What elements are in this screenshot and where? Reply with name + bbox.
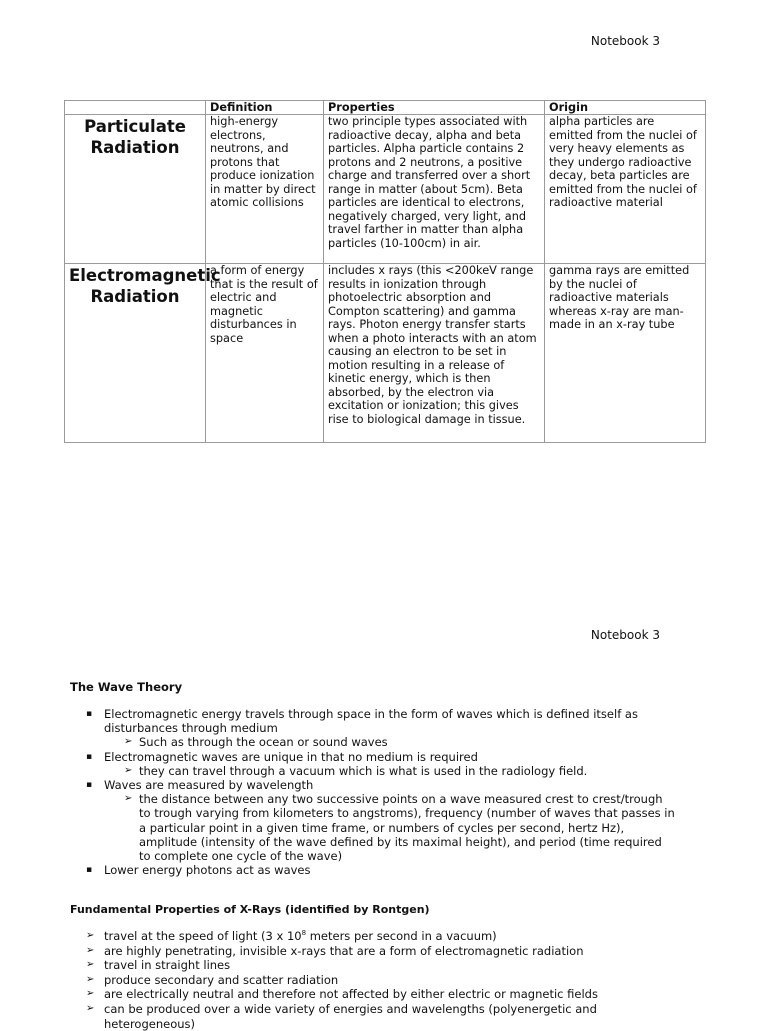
column-header [65,101,206,115]
list-item-text: Electromagnetic energy travels through space in the form of waves which is defined itself as disturbances through medium [104,707,638,736]
list-item [86,863,676,877]
section-heading: The Wave Theory [70,680,183,694]
sub-list-item: ➢ they can travel through a vacuum which is what is used in the radiology field. [104,764,676,778]
properties-cell: two principle types associated with radioactive decay, alpha and beta particles. Alpha particle contains 2 protons and 2 neutrons, a positive charge and transferred over a short range in matter (about 5cm). Beta particles are identical to electrons, negatively charged, very light, and travel farther in matter than alpha particles (10-100cm) in air. [324,115,545,264]
row-heading: Electromagnetic Radiation [65,264,206,443]
list-item: ➢ are electrically neutral and therefore not affected by either electric or magnetic fields [86,987,646,1002]
sub-list [104,764,676,778]
radiation-table [64,100,706,443]
list-item: ➢ produce secondary and scatter radiation [86,973,646,988]
column-header: Origin [545,101,706,115]
origin-cell: alpha particles are emitted from the nuclei of very heavy elements as they undergo radioactive decay, beta particles are emitted from the nuclei of radioactive material [545,115,706,264]
list-item [86,929,646,944]
list-item-text: Lower energy photons act as waves [104,863,311,878]
table-row [65,115,706,264]
list-item: ➢ are highly penetrating, invisible x-rays that are a form of electromagnetic radiation [86,944,646,959]
column-header: Definition [206,101,324,115]
list-item: ➢ can be produced over a wide variety of energies and wavelengths (polyenergetic and heterogeneous) [86,1002,646,1031]
page-header: Notebook 3 [590,628,660,642]
list-item-text: Waves are measured by wavelength [104,778,314,793]
sub-list [104,735,676,749]
column-header: Properties [324,101,545,115]
sub-list-item: ➢ Such as through the ocean or sound waves [104,735,676,749]
properties-cell: includes x rays (this <200keV range results in ionization through photoelectric absorption and Compton scattering) and gamma rays. Photon energy transfer starts when a photo interacts with an atom causing an electron to be set in motion resulting in a release of kinetic energy, which is then absorbed, by the electron via excitation or ionization; this gives rise to biological damage in tissue. [324,264,545,443]
page-header: Notebook 3 [590,34,660,48]
list-item-text: Electromagnetic waves are unique in that no medium is required [104,749,478,764]
section-heading: Fundamental Properties of X-Rays (identified by Rontgen) [70,903,430,916]
exponent: 8 [301,929,307,938]
definition-cell: high-energy electrons, neutrons, and protons that produce ionization in matter by direct atomic collisions [206,115,324,264]
row-heading: Particulate Radiation [65,115,206,264]
sub-list-item: ➢ the distance between any two successive points on a wave measured crest to crest/trough to trough varying from kilometers to angstroms), frequency (number of waves that passes in a particular point in a given time frame, or numbers of cycles per second, hertz Hz), amplitude (intensity of the wave defined by its maximal height), and period (time required to complete one cycle of the wave) [104,792,676,863]
list-item [86,750,676,778]
list-item: ➢ travel in straight lines [86,958,646,973]
wave-theory-list [86,707,676,877]
list-item [86,707,676,750]
table-row [65,264,706,443]
table-header-row [65,101,706,115]
list-item [86,778,676,863]
sub-list [104,792,676,863]
list-item-text: meters per second in a vacuum) [306,929,497,943]
origin-cell: gamma rays are emitted by the nuclei of radioactive materials whereas x-ray are man-made in an x-ray tube [545,264,706,443]
list-item-text: travel at the speed of light (3 x 10 [104,929,302,943]
xray-properties-list [86,929,646,1031]
definition-cell: a form of energy that is the result of electric and magnetic disturbances in space [206,264,324,443]
